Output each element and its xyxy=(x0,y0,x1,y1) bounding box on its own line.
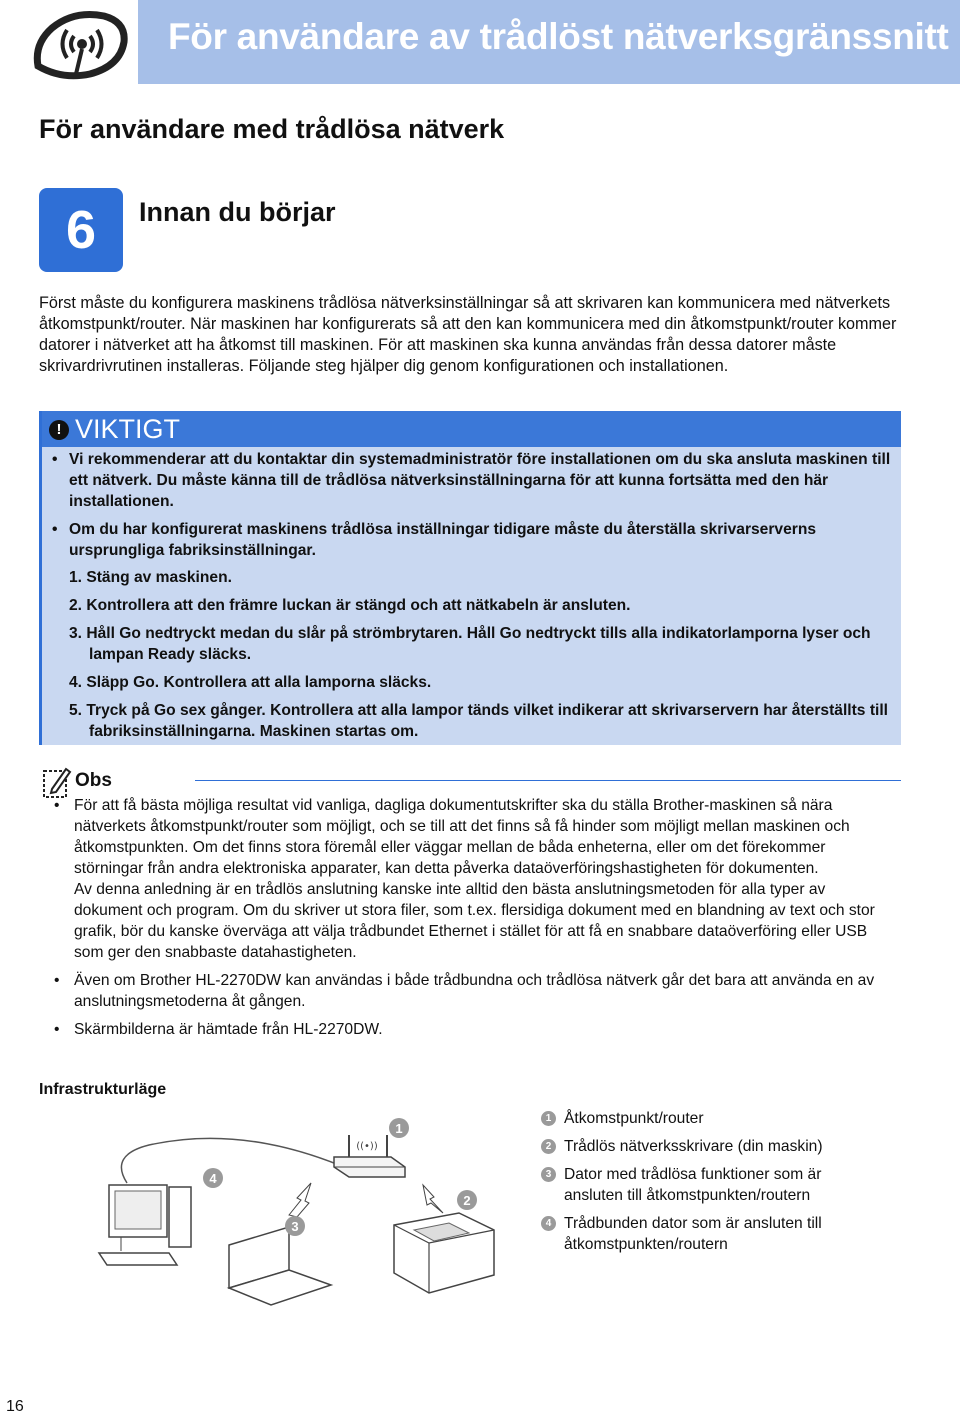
svg-text:((•)): ((•)) xyxy=(356,1141,378,1152)
reset-step: 5. Tryck på Go sex gånger. Kontrollera att alla lampor tänds vilket indikerar att skrivarservern har återställts till fabriksinställningarna. Maskinen startas om. xyxy=(69,702,889,740)
legend-item xyxy=(541,1164,881,1206)
important-bullet: • Vi rekommenderar att du kontaktar din systemadministratör före installationen om du ska ansluta maskinen till ett nätverk. Du måste känna till de trådlösa nätverksinställningarna för att kunna fortsätta med den här installationen. xyxy=(52,449,892,512)
ethernet-cable xyxy=(121,1138,339,1183)
step-number-badge: 6 xyxy=(39,188,123,272)
diagram-marker-1 xyxy=(389,1118,409,1138)
legend-item xyxy=(541,1213,881,1255)
svg-text:2: 2 xyxy=(463,1193,471,1208)
diagram-marker-4 xyxy=(203,1168,223,1188)
note-item: • Även om Brother HL-2270DW kan användas i både trådbundna och trådlösa nätverk går det bara att använda en av anslutningsmetoderna åt gången. xyxy=(54,970,894,1012)
intro-paragraph: Först måste du konfigurera maskinens trådlösa nätverksinställningar så att skrivaren kan kommunicera med nätverkets åtkomstpunkt/router. När maskinen har konfigurerats så att den kan kommunicera med din åtkomstpunkt/router kommer datorer i nätverket att ha åtkomst till maskinen. För att maskinen ska kunna användas från dessa datorer måste skrivardrivrutinen installeras. Följande steg hjälper dig genom konfigurationen och installationen. xyxy=(39,294,897,375)
exclamation-icon: ! xyxy=(49,420,69,440)
legend-number: 4 xyxy=(541,1216,556,1231)
network-diagram xyxy=(39,1105,519,1330)
legend-item xyxy=(541,1136,881,1157)
legend-number: 3 xyxy=(541,1167,556,1182)
diagram-marker-2 xyxy=(457,1190,477,1210)
note-divider xyxy=(195,780,901,781)
note-item xyxy=(54,795,894,963)
infrastructure-mode-label: Infrastrukturläge xyxy=(39,1081,167,1098)
note-item: • Skärmbilderna är hämtade från HL-2270DW. xyxy=(54,1019,894,1040)
important-bullet-text: Om du har konfigurerat maskinens trådlösa inställningar tidigare måste du återställa skrivarserverns ursprungliga fabriksinställningar. xyxy=(69,521,817,559)
svg-text:3: 3 xyxy=(291,1219,299,1234)
reset-step: 4. Släpp Go. Kontrollera att alla lamporna släcks. xyxy=(69,674,432,691)
diagram-legend xyxy=(541,1108,881,1262)
laptop-icon xyxy=(229,1227,331,1305)
router-icon xyxy=(334,1135,405,1177)
note-pencil-icon xyxy=(42,765,72,799)
wireless-signal-bolt xyxy=(423,1185,443,1213)
legend-text: Åtkomstpunkt/router xyxy=(564,1110,704,1127)
wireless-logo-icon xyxy=(30,8,130,80)
important-list xyxy=(52,449,892,749)
printer-icon xyxy=(394,1213,494,1293)
page-header-title: För användare av trådlöst nätverksgränssnitt xyxy=(168,16,949,57)
legend-number: 2 xyxy=(541,1139,556,1154)
legend-text: Trådbunden dator som är ansluten till åtkomstpunkten/routern xyxy=(564,1215,822,1253)
important-label: VIKTIGT xyxy=(75,414,181,444)
step-title: Innan du börjar xyxy=(139,197,336,227)
reset-step: 2. Kontrollera att den främre luckan är stängd och att nätkabeln är ansluten. xyxy=(69,597,631,614)
page-number: 16 xyxy=(6,1398,24,1415)
legend-text: Dator med trådlösa funktioner som är ansluten till åtkomstpunkten/routern xyxy=(564,1166,822,1204)
reset-step: 1. Stäng av maskinen. xyxy=(69,569,232,586)
legend-text: Trådlös nätverksskrivare (din maskin) xyxy=(564,1138,823,1155)
svg-text:4: 4 xyxy=(209,1171,217,1186)
desktop-computer-icon xyxy=(99,1185,191,1265)
svg-text:1: 1 xyxy=(395,1121,403,1136)
diagram-marker-3 xyxy=(285,1216,305,1236)
wireless-signal-bolt xyxy=(289,1183,311,1217)
reset-step: 3. Håll Go nedtryckt medan du slår på strömbrytaren. Håll Go nedtryckt tills alla indikatorlamporna lyser och lampan Ready släcks. xyxy=(69,625,871,663)
note-label: Obs xyxy=(75,770,112,791)
legend-number: 1 xyxy=(541,1111,556,1126)
note-item-text-extra: Av denna anledning är en trådlös anslutning kanske inte alltid den bästa anslutningsmetoden för alla typer av dokument och program. Om du skriver ut stora filer, som t.ex. flersidiga dokument med en blandning av text och stor grafik, bör du kanske överväga att välja trådbundet Ethernet i stället för att få en snabbare dataöverföring eller USB som ger den snabbaste datahastigheten. xyxy=(74,881,875,961)
legend-item xyxy=(541,1108,881,1129)
note-item-text: För att få bästa möjliga resultat vid vanliga, dagliga dokumentutskrifter ska du ställa Brother-maskinen så nära nätverkets åtkomstpunkt/router som möjligt, och se till att det finns så få hinder som möjligt mellan maskinen och åtkomstpunkten. Om det finns stora föremål eller väggar mellan de båda enheterna, eller om det förekommer störningar från andra elektroniska apparater, kan detta påverka dataöverföringshastigheten för dokumenten. xyxy=(74,797,850,877)
reset-steps-list xyxy=(69,567,892,742)
note-list xyxy=(54,795,894,1047)
section-title: För användare med trådlösa nätverk xyxy=(39,114,505,144)
important-bullet xyxy=(52,519,892,742)
